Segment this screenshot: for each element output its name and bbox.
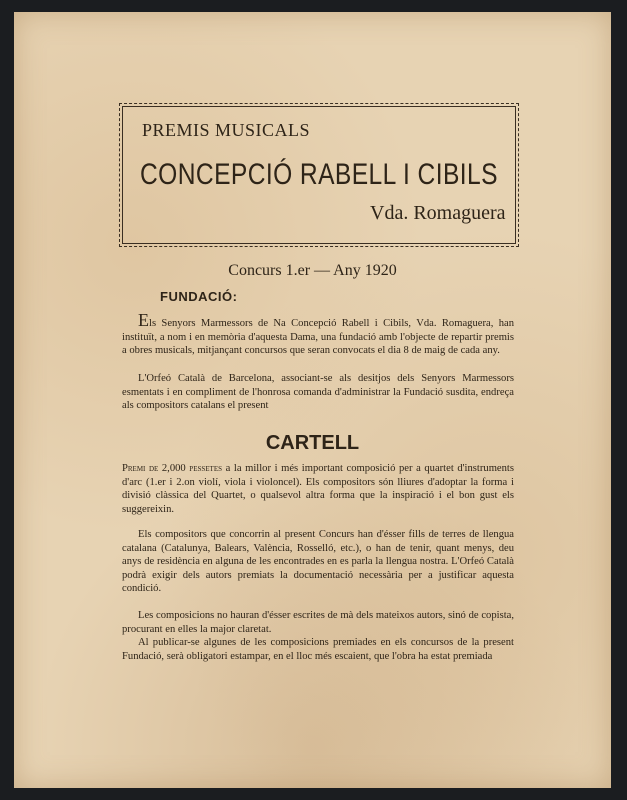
premis-musicals-heading: PREMIS MUSICALS [142,120,311,140]
paragraph-fundacio-intro [122,310,514,358]
paragraph-text: ls Senyors Marmessors de Na Concepció Rabell i Cibils, Vda. Romaguera, han instituït, a nom i en memòria d'aquesta Dama, una fundació amb l'objecte de repartir premis a obres musicals, mitjançant concursos que seran convocats el dia 8 de maig de cada any. [122,318,514,357]
vda-romaguera-subtitle: Vda. Romaguera [370,202,506,224]
paragraph-publicacio: Al publicar-se algunes de les composicions premiades en els concursos de la present Fundació, serà obligatori estampar, en el lloc més escaient, que l'obra ha estat premiada [122,637,514,662]
paragraph-premi [122,462,514,516]
foundation-name-title: CONCEPCIÓ RABELL I CIBILS [140,158,498,191]
drop-cap: E [138,310,149,330]
fundacio-heading: FUNDACIÓ: [160,289,238,304]
premi-lead: Premi de 2,000 pessetes [122,463,222,474]
document-page [14,12,611,788]
concurs-heading: Concurs 1.er — Any 1920 [228,262,397,279]
paragraph-requisits: Els compositors que concorrin al present Concurs han d'ésser fills de terres de llengua catalana (Catalunya, Balears, València, Rosselló, etc.), o han de tenir, quant menys, deu anys de residència en alguna de les encontrades en es parla la llengua nostra. L'Orfeó Català podrà exigir dels autors premiats la documentació necessària per a justificar aquesta condició. [122,529,514,595]
paragraph-composicions: Les composicions no hauran d'ésser escrites de mà dels mateixos autors, sinó de copista, procurant en elles la major claretat. [122,610,514,635]
premi-text: a la millor i més important composició per a quartet d'instruments d'arc (1.er i 2.on violí, viola i violoncel). Els compositors són lliures d'adoptar la forma i divisió clàssica del Quartet, o qualsevol altra forma que la inspiració i el bon gust els suggereixin. [122,463,514,515]
cartell-heading: CARTELL [265,432,360,454]
paragraph-orfeo: L'Orfeó Català de Barcelona, associant-se als desitjos dels Senyors Marmessors esmentats i en compliment de l'honrosa comanda d'administrar la Fundació susdita, endreça als compositors catalans el present [122,373,514,412]
